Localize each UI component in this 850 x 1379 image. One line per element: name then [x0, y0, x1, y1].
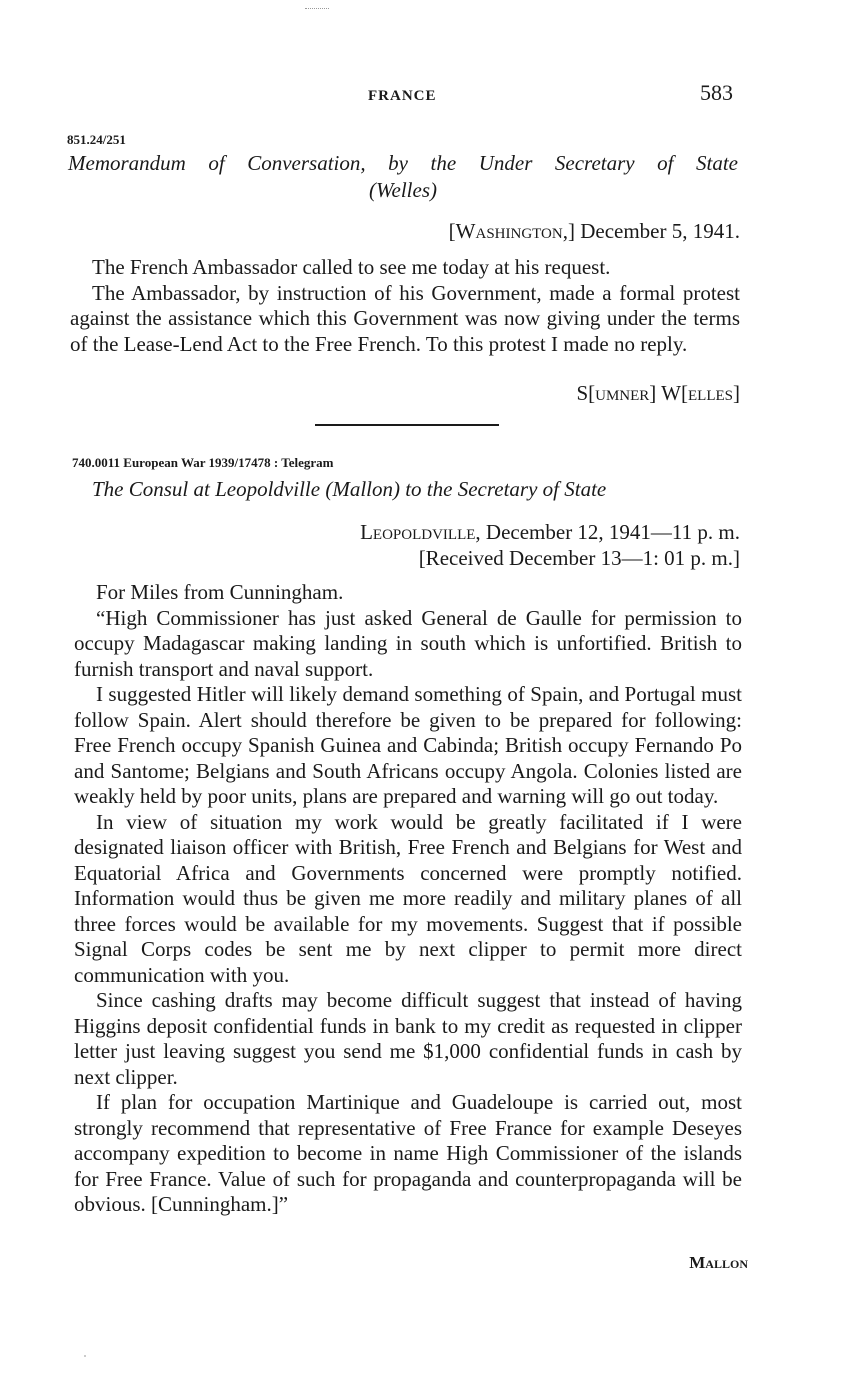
- doc1-paragraph: The Ambassador, by instruction of his Government, made a formal protest against the assistance which this Government was now giving under the terms of the Lease-Lend Act to the Free French. To this protest I made no reply.: [70, 280, 740, 356]
- doc1-file-number: 851.24/251: [67, 132, 126, 147]
- doc1-signature: S[umner] W[elles]: [576, 381, 740, 405]
- doc2-received-line: [Received December 13—1: 01 p. m.]: [418, 546, 740, 570]
- doc1-heading-line1: Memorandum of Conversation, by the Under Secretary of State: [68, 151, 738, 175]
- doc2-dateline-date: December 12, 1941—11 p. m.: [485, 520, 740, 544]
- doc2-signature: Mallon: [689, 1253, 748, 1272]
- doc1-body: [70, 255, 740, 357]
- page-number: 583: [700, 80, 733, 105]
- doc2-paragraph: For Miles from Cunningham.: [96, 580, 344, 604]
- signature-expansion: elles: [688, 381, 733, 405]
- doc2-paragraph: Since cashing drafts may become difficult suggest that instead of having Higgins deposit confidential funds in bank to my credit as requested in clipper letter just leaving suggest you send me $1,000 confidential funds in cash by next clipper.: [74, 988, 742, 1089]
- doc2-paragraph: I suggested Hitler will likely demand something of Spain, and Portugal must follow Spain. Alert should therefore be given to be prepared for following: Free French occupy Spanish Guinea and Cabinda; British occupy Fernando Po and Santome; Belgians and South Africans occupy Angola. Colonies listed are weakly held by poor units, plans are prepared and warning will go out today.: [74, 682, 742, 808]
- page-speck: [84, 1355, 86, 1357]
- doc2-dateline-place: Leopoldville,: [360, 520, 481, 544]
- doc1-heading-line2: (Welles): [368, 178, 438, 202]
- doc2-paragraph: “High Commissioner has just asked General de Gaulle for permission to occupy Madagascar making landing in south which is unfortified. British to furnish transport and naval support.: [74, 605, 742, 681]
- doc1-dateline: [Washington,] December 5, 1941.: [448, 219, 740, 243]
- page-edge-mark: [305, 8, 329, 9]
- signature-initial: S: [576, 381, 589, 405]
- doc2-body: [74, 580, 742, 1218]
- doc2-paragraph: In view of situation my work would be greatly facilitated if I were designated liaison officer with British, Free French and Belgians for West and Equatorial Africa and Governments concerned were promptly notified. Information would thus be given me more readily and military planes of all three forces would be available for my movements. Suggest that if possible Signal Corps codes be sent me by next clipper to permit more direct communication with you.: [74, 809, 742, 987]
- signature-expansion: umner: [595, 381, 650, 405]
- doc1-dateline-date: December 5, 1941.: [580, 219, 740, 243]
- doc1-paragraph: The French Ambassador called to see me today at his request.: [92, 255, 611, 279]
- doc2-dateline: [68, 520, 740, 545]
- doc1-dateline-place: Washington,: [455, 219, 568, 243]
- section-divider: [315, 424, 499, 426]
- doc2-heading: The Consul at Leopoldville (Mallon) to the Secretary of State: [92, 477, 607, 501]
- signature-initial: W: [661, 381, 681, 405]
- doc2-file-number: 740.0011 European War 1939/17478 : Telegram: [72, 455, 334, 470]
- running-title: FRANCE: [368, 88, 437, 104]
- running-header: [0, 80, 850, 110]
- doc2-paragraph: If plan for occupation Martinique and Guadeloupe is carried out, most strongly recommend that representative of Free France for example Deseyes accompany expedition to become in name High Commissioner of the islands for Free France. Value of such for propaganda and counterpropaganda will be obvious. [Cunningham.]”: [74, 1090, 742, 1216]
